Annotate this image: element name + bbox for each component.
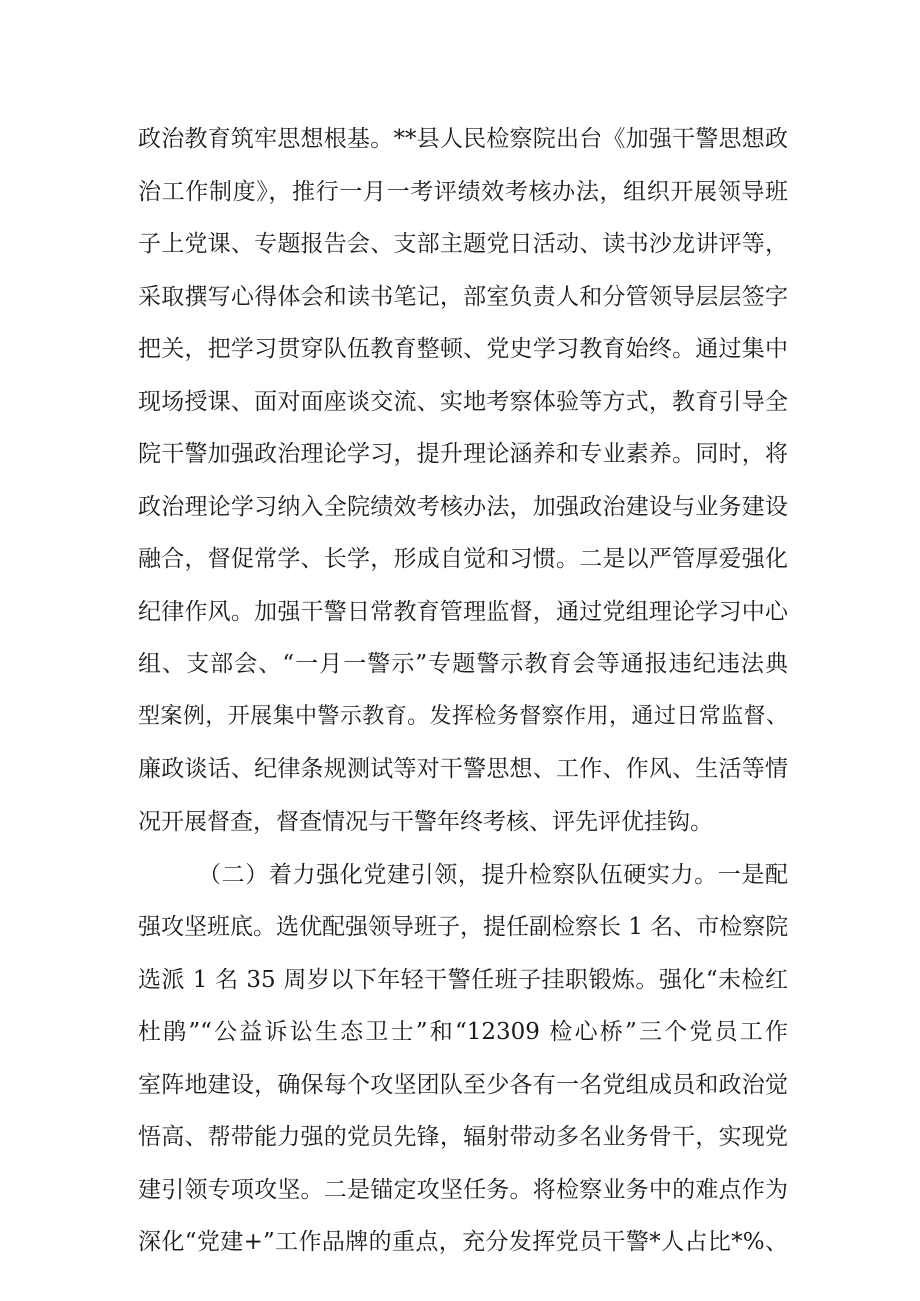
text-line-6: 现场授课、面对面座谈交流、实地考察体验等方式，教育引导全: [138, 389, 788, 415]
text-line-7: 院干警加强政治理论学习，提升理论涵养和专业素养。同时，将: [138, 441, 788, 467]
text-line-9: 融合，督促常学、长学，形成自觉和习惯。二是以严管厚爱强化: [138, 546, 788, 572]
text-line-22: 深化“党建+”工作品牌的重点，充分发挥党员干警*人占比*%、: [138, 1229, 788, 1255]
text-line-8: 政治理论学习纳入全院绩效考核办法，加强政治建设与业务建设: [138, 494, 788, 520]
text-line-12: 型案例，开展集中警示教育。发挥检务督察作用，通过日常监督、: [138, 704, 788, 729]
text-line-13: 廉政谈话、纪律条规测试等对干警思想、工作、作风、生活等情: [138, 756, 788, 782]
text-line-1: 政治教育筑牢思想根基。**县人民检察院出台《加强干警思想政: [138, 126, 788, 152]
text-line-18: 杜鹃”“公益诉讼生态卫士”和“12309 检心桥”三个党员工作: [138, 1019, 788, 1045]
text-line-10: 纪律作风。加强干警日常教育管理监督，通过党组理论学习中心: [138, 599, 788, 625]
text-line-15: （二）着力强化党建引领，提升检察队伍硬实力。一是配: [198, 862, 788, 888]
text-line-16: 强攻坚班底。选优配强领导班子，提任副检察长 1 名、市检察院: [138, 914, 789, 940]
text-line-2: 治工作制度》，推行一月一考评绩效考核办法，组织开展领导班: [138, 179, 788, 205]
text-line-3: 子上党课、专题报告会、支部主题党日活动、读书沙龙讲评等，: [138, 231, 788, 257]
text-line-19: 室阵地建设，确保每个攻坚团队至少各有一名党组成员和政治觉: [138, 1072, 788, 1098]
text-line-14: 况开展督查，督查情况与干警年终考核、评先评优挂钩。: [138, 809, 713, 835]
text-line-5: 把关，把学习贯穿队伍教育整顿、党史学习教育始终。通过集中: [138, 336, 788, 362]
text-line-4: 采取撰写心得体会和读书笔记，部室负责人和分管领导层层签字: [138, 284, 788, 310]
text-line-20: 悟高、帮带能力强的党员先锋，辐射带动多名业务骨干，实现党: [138, 1124, 788, 1150]
text-line-21: 建引领专项攻坚。二是锚定攻坚任务。将检察业务中的难点作为: [138, 1177, 788, 1203]
text-line-17: 选派 1 名 35 周岁以下年轻干警任班子挂职锻炼。强化“未检红: [138, 967, 788, 993]
text-line-11: 组、支部会、“一月一警示”专题警示教育会等通报违纪违法典: [138, 651, 788, 677]
